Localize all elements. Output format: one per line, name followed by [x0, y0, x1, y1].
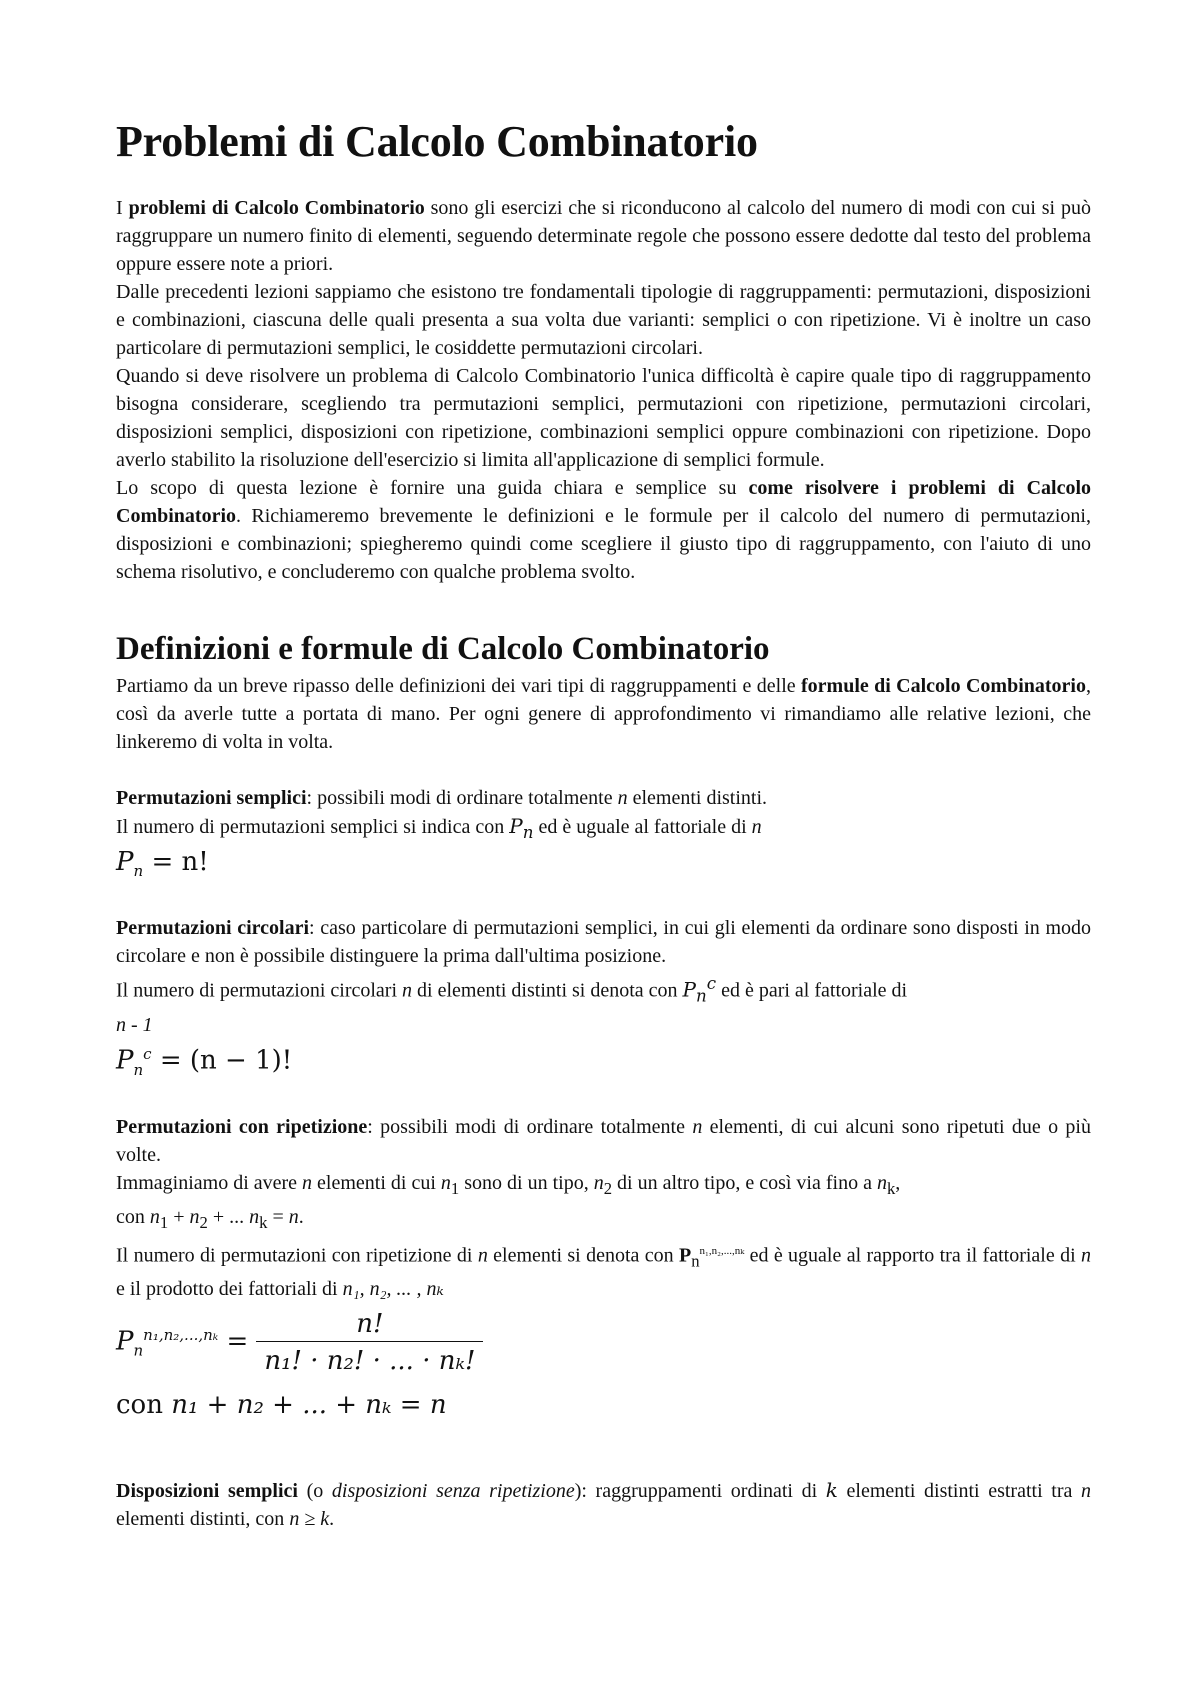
perm-circolari-notation: Il numero di permutazioni circolari n di elementi distinti si denota con $P_n^c$ ed è pari al fattoriale di — [116, 974, 908, 1006]
perm-semplici-notation: Il numero di permutazioni semplici si indica con $P_n$ ed è uguale al fattoriale di n — [116, 814, 762, 842]
perm-ripetizione-notation: Il numero di permutazioni con ripetizione di n elementi si denota con $P_n^{n_1,n_2,...,n_k}$ ed è uguale al rapporto tra il fattoriale di n e il prodotto dei fattoriali di n₁, n₂, ... , nₖ — [116, 1244, 1091, 1301]
intro-paragraph-3: Quando si deve risolvere un problema di Calcolo Combinatorio l'unica difficoltà è capire quale tipo di raggruppamento bisogna considerare, scegliendo tra permutazioni semplici, permutazioni con ripetizione, permutazioni circolari, disposizioni semplici, disposizioni con ripetizione, combinazioni semplici oppure combinazioni con ripetizione. Dopo averlo stabilito la risoluzione dell'esercizio si limita all'applicazione di semplici formule. — [116, 365, 1091, 471]
perm-circolari-formula: $P_n^c = (n - 1)$! — [116, 1044, 293, 1079]
intro-paragraph-4: Lo scopo di questa lezione è fornire una guida chiara e semplice su come risolvere i problemi di Calcolo Combinatorio. Richiameremo brevemente le definizioni e le formule per il calcolo del numero di permutazioni, disposizioni e combinazioni; spiegheremo quindi come scegliere il giusto tipo di raggruppamento, con l'aiuto di uno schema risolutivo, e concluderemo con qualche problema svolto. — [116, 477, 1092, 583]
perm-ripetizione-constraint: con n₁ + n₂ + ... + nₖ = n — [116, 1390, 447, 1421]
document-page — [116, 116, 1091, 1533]
bold-term: formule di Calcolo Combinatorio — [801, 675, 1086, 697]
perm-ripetizione-definition: Permutazioni con ripetizione: possibili modi di ordinare totalmente n elementi, di cui alcuni sono ripetuti due o più volte. — [116, 1115, 1091, 1166]
perm-circolari-argument: n - 1 — [116, 1013, 153, 1036]
fraction: $\frac{n!}{\text{n₁! · n₂! · ... · nₖ!}}$ — [256, 1309, 483, 1376]
perm-semplici-formula: $P_n = n$! — [116, 847, 209, 881]
intro-paragraph-1: I problemi di Calcolo Combinatorio sono gli esercizi che si riconducono al calcolo del numero di modi con cui si può raggruppare un numero finito di elementi, seguendo determinate regole che possono essere dedotte dal testo del problema oppure essere note a priori. — [116, 197, 1091, 275]
perm-semplici-definition: Permutazioni semplici: possibili modi di ordinare totalmente n elementi distinti. — [116, 787, 768, 809]
perm-ripetizione-formula: $P_n^{n_1,n_2,...,n_k}$ = $\frac{n!}{\text{n₁! · n₂! · ... · nₖ!}}$ — [116, 1309, 1091, 1376]
term: Disposizioni semplici — [116, 1480, 298, 1503]
term: Permutazioni semplici — [116, 787, 307, 809]
bold-term: problemi di Calcolo Combinatorio — [128, 197, 425, 219]
term: Permutazioni circolari — [116, 917, 310, 940]
section-heading: Definizioni e formule di Calcolo Combinatorio — [116, 631, 770, 667]
perm-ripetizione-setup: Immaginiamo di avere n elementi di cui $n_1$ sono di un tipo, $n_2$ di un altro tipo, e così via fino a $n_k$, con $n_1 + n_2$ + ... $n_k = n$. — [116, 1171, 901, 1232]
bold-term: come risolvere i problemi di Calcolo Combinatorio — [116, 477, 1092, 527]
disp-semplici-definition: Disposizioni semplici (o disposizioni senza ripetizione): raggruppamenti ordinati di k elementi distinti estratti tra n elementi distinti, con n ≥ k. — [116, 1478, 1091, 1531]
term: Permutazioni con ripetizione — [116, 1115, 368, 1138]
section-intro: Partiamo da un breve ripasso delle definizioni dei vari tipi di raggruppamenti e delle formule di Calcolo Combinatorio, così da averle tutte a portata di mano. Per ogni genere di approfondimento vi rimandiamo alle relative lezioni, che linkeremo di volta in volta. — [116, 675, 1091, 753]
intro-paragraph-2: Dalle precedenti lezioni sappiamo che esistono tre fondamentali tipologie di raggruppamenti: permutazioni, disposizioni e combinazioni, ciascuna delle quali presenta a sua volta due varianti: semplici o con ripetizione. Vi è inoltre un caso particolare di permutazioni semplici, le cosiddette permutazioni circolari. — [116, 281, 1091, 359]
page-title: Problemi di Calcolo Combinatorio — [116, 117, 758, 166]
perm-circolari-definition: Permutazioni circolari: caso particolare di permutazioni semplici, in cui gli elementi da ordinare sono disposti in modo circolare e non è possibile distinguere la prima dall'ultima posizione. — [116, 917, 1092, 968]
